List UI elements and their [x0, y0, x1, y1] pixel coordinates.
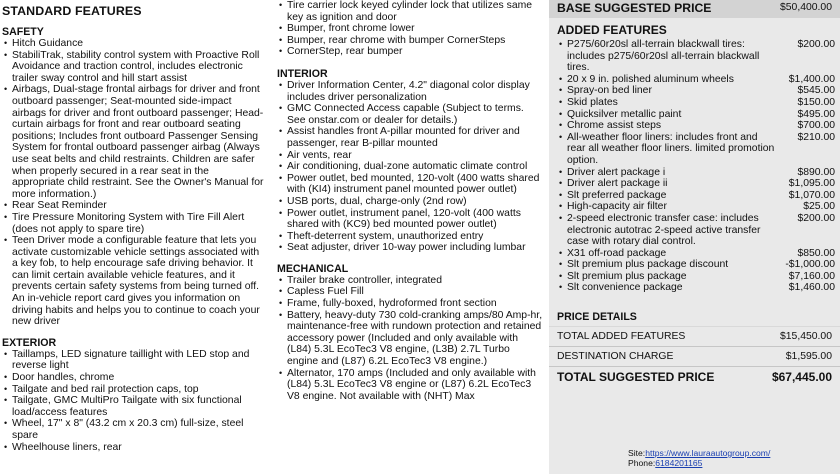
feature-list-item: • Wheelhouse liners, rear	[2, 442, 264, 454]
added-feature-row	[557, 85, 835, 97]
feature-list-item: • Door handles, chrome	[2, 372, 264, 384]
feature-list-item: • Capless Fuel Fill	[277, 286, 543, 298]
destination-row	[549, 346, 840, 366]
total-price-label: TOTAL SUGGESTED PRICE	[557, 369, 715, 384]
added-feature-name: • Slt convenience package	[567, 282, 683, 294]
feature-list-item: • Teen Driver mode a configurable feature that lets you activate customizable vehicle settings associated with a key fob, to help encourage safe driving behavior. It can limit certain available vehicle features, and it prevents certain safety systems from being turned off. An in-vehicle report card gives you information on driving habits and helps you to continue to coach your new driver	[2, 235, 264, 328]
exterior-list-part2	[277, 0, 543, 58]
feature-list-item: • Power outlet, instrument panel, 120-volt (400 watts shared with (KC9) bed mounted power outlet)	[277, 208, 543, 231]
added-feature-row	[557, 109, 835, 121]
added-feature-row	[557, 282, 835, 294]
added-feature-name: • Slt premium plus package	[567, 270, 687, 282]
added-feature-row	[557, 190, 835, 202]
total-added-row	[549, 326, 840, 346]
added-feature-price: $7,160.00	[788, 270, 835, 282]
added-feature-price: $1,095.00	[788, 178, 835, 190]
feature-list-item: • Bumper, front chrome lower	[277, 23, 543, 35]
added-feature-row	[557, 97, 835, 109]
added-feature-row	[557, 259, 835, 271]
feature-list-item: • Frame, fully-boxed, hydroformed front section	[277, 298, 543, 310]
mechanical-list	[277, 275, 543, 403]
added-feature-price: $210.00	[797, 131, 835, 143]
added-feature-row	[557, 39, 835, 74]
added-feature-row	[557, 248, 835, 260]
price-details-table	[549, 326, 840, 388]
interior-list	[277, 80, 543, 254]
pricing-panel	[549, 0, 840, 474]
feature-list-item: • Taillamps, LED signature taillight with LED stop and reverse light	[2, 349, 264, 372]
added-feature-price: $200.00	[797, 212, 835, 224]
site-line	[628, 448, 770, 458]
added-feature-row	[557, 167, 835, 179]
feature-list-item: • Power outlet, bed mounted, 120-volt (400 watts shared with (KI4) instrument panel mounted power outlet)	[277, 173, 543, 196]
added-features-list	[557, 39, 835, 294]
added-feature-row	[557, 120, 835, 132]
added-feature-name: • X31 off-road package	[567, 247, 667, 259]
added-feature-price: $850.00	[797, 247, 835, 259]
feature-list-item: • Air conditioning, dual-zone automatic climate control	[277, 161, 543, 173]
added-feature-name: • Chrome assist steps	[567, 120, 662, 132]
price-details-title: PRICE DETAILS	[557, 311, 637, 323]
base-price-value: $50,400.00	[779, 2, 832, 13]
phone-label: Phone:	[628, 458, 656, 469]
feature-list-item: • Rear Seat Reminder	[2, 200, 264, 212]
phone-line	[628, 458, 770, 468]
feature-list-item: • Tire Pressure Monitoring System with Tire Fill Alert (does not apply to spare tire)	[2, 212, 264, 235]
added-feature-name: • Skid plates	[567, 96, 618, 108]
added-feature-name: • P275/60r20sl all-terrain blackwall tires: includes p275/60r20sl all-terrain blackwall tires.	[567, 39, 760, 74]
feature-list-item: • Bumper, rear chrome with bumper CornerSteps	[277, 35, 543, 47]
feature-list-item: • Wheel, 17" x 8" (43.2 cm x 20.3 cm) full-size, steel spare	[2, 418, 264, 441]
feature-list-item: • Driver Information Center, 4.2" diagonal color display includes driver personalization	[277, 80, 543, 103]
added-feature-name: • Slt premium plus package discount	[567, 259, 729, 271]
destination-label: DESTINATION CHARGE	[557, 350, 674, 362]
safety-list	[2, 38, 264, 328]
added-feature-name: • Slt preferred package	[567, 189, 667, 201]
added-feature-price: $1,400.00	[788, 73, 835, 85]
feature-list-item: • Tailgate and bed rail protection caps, top	[2, 384, 264, 396]
added-feature-row	[557, 74, 835, 86]
added-feature-name: • Driver alert package i	[567, 166, 666, 178]
feature-list-item: • Alternator, 170 amps (Included and only available with (L84) 5.3L EcoTec3 V8 engine or (L87) 6.2L EcoTec3 V8 engine. Not available with (NHT) Max	[277, 368, 543, 403]
base-price-label: BASE SUGGESTED PRICE	[557, 1, 712, 15]
phone-link[interactable]: 6184201165	[655, 458, 703, 469]
feature-list-item: • Theft-deterrent system, unauthorized entry	[277, 231, 543, 243]
dealer-contact	[628, 448, 770, 469]
feature-list-item: • Assist handles front A-pillar mounted for driver and passenger, rear B-pillar mounted	[277, 126, 543, 149]
added-feature-row	[557, 132, 835, 167]
feature-list-item: • Tailgate, GMC MultiPro Tailgate with six functional load/access features	[2, 395, 264, 418]
standard-features-title: STANDARD FEATURES	[2, 4, 142, 18]
interior-heading: INTERIOR	[277, 67, 328, 80]
added-feature-price: $700.00	[797, 120, 835, 132]
added-feature-name: • Quicksilver metallic paint	[567, 108, 682, 120]
total-price-row	[549, 366, 840, 388]
mechanical-heading: MECHANICAL	[277, 262, 349, 275]
added-feature-price: $1,460.00	[788, 282, 835, 294]
added-feature-name: • High-capacity air filter	[567, 201, 667, 213]
total-price-value: $67,445.00	[771, 369, 832, 384]
standard-features-column-middle	[277, 0, 543, 402]
feature-list-item: • Tire carrier lock keyed cylinder lock that utilizes same key as ignition and door	[277, 0, 543, 23]
total-added-value: $15,450.00	[779, 330, 832, 342]
exterior-heading: EXTERIOR	[2, 336, 57, 349]
base-price-row	[549, 0, 840, 18]
feature-list-item: • Air vents, rear	[277, 150, 543, 162]
added-feature-row	[557, 213, 835, 248]
feature-list-item: • Trailer brake controller, integrated	[277, 275, 543, 287]
added-feature-price: $890.00	[797, 166, 835, 178]
added-features-title: ADDED FEATURES	[557, 23, 667, 37]
destination-value: $1,595.00	[785, 350, 832, 362]
total-added-label: TOTAL ADDED FEATURES	[557, 330, 686, 342]
added-feature-price: $150.00	[797, 96, 835, 108]
feature-list-item: • Seat adjuster, driver 10-way power including lumbar	[277, 242, 543, 254]
added-feature-row	[557, 271, 835, 283]
added-feature-row	[557, 201, 835, 213]
feature-list-item: • Battery, heavy-duty 730 cold-cranking amps/80 Amp-hr, maintenance-free with rundown protection and retained accessory power (Included and only available with (L84) 5.3L EcoTec3 V8 engine, (L3B) 2.7L Turbo engine and (L87) 6.2L EcoTec3 V8 engine.)	[277, 310, 543, 368]
feature-list-item: • USB ports, dual, charge-only (2nd row)	[277, 196, 543, 208]
feature-list-item: • Hitch Guidance	[2, 38, 264, 50]
added-feature-price: $545.00	[797, 85, 835, 97]
feature-list-item: • CornerStep, rear bumper	[277, 46, 543, 58]
added-feature-name: • Driver alert package ii	[567, 178, 668, 190]
safety-heading: SAFETY	[2, 26, 44, 38]
site-link[interactable]: https://www.lauraautogroup.com/	[645, 448, 771, 458]
added-feature-price: $200.00	[797, 39, 835, 50]
added-feature-name: • All-weather floor liners: includes front and rear all weather floor liners. limited promotion option.	[567, 131, 775, 166]
added-feature-price: -$1,000.00	[785, 259, 835, 271]
added-feature-price: $25.00	[803, 201, 835, 213]
added-feature-row	[557, 178, 835, 190]
added-feature-price: $495.00	[797, 108, 835, 120]
added-feature-name: • 20 x 9 in. polished aluminum wheels	[567, 73, 734, 85]
added-feature-name: • Spray-on bed liner	[567, 85, 652, 97]
standard-features-column-left	[2, 0, 264, 453]
feature-list-item: • GMC Connected Access capable (Subject to terms. See onstar.com or dealer for details.)	[277, 103, 543, 126]
feature-list-item: • StabiliTrak, stability control system with Proactive Roll Avoidance and traction control, includes electronic trailer sway control and hill start assist	[2, 50, 264, 85]
exterior-list-part1	[2, 349, 264, 453]
added-feature-name: • 2-speed electronic transfer case: includes electronic autotrac 2-speed active transfer case with rotary dial control.	[567, 212, 761, 248]
site-label: Site:	[628, 448, 646, 458]
feature-list-item: • Airbags, Dual-stage frontal airbags for driver and front outboard passenger; Seat-mounted side-impact airbags for driver and front outboard passenger; Head-curtain airbags for front and rear outboard seating positions; Includes front outboard Passenger Sensing System for frontal outboard passenger airbag (Always use seat belts and child restraints. Children are safer when properly secured in a rear seat in the appropriate child restraint. See the Owner's Manual for more information.)	[2, 84, 264, 200]
added-feature-price: $1,070.00	[788, 189, 835, 201]
